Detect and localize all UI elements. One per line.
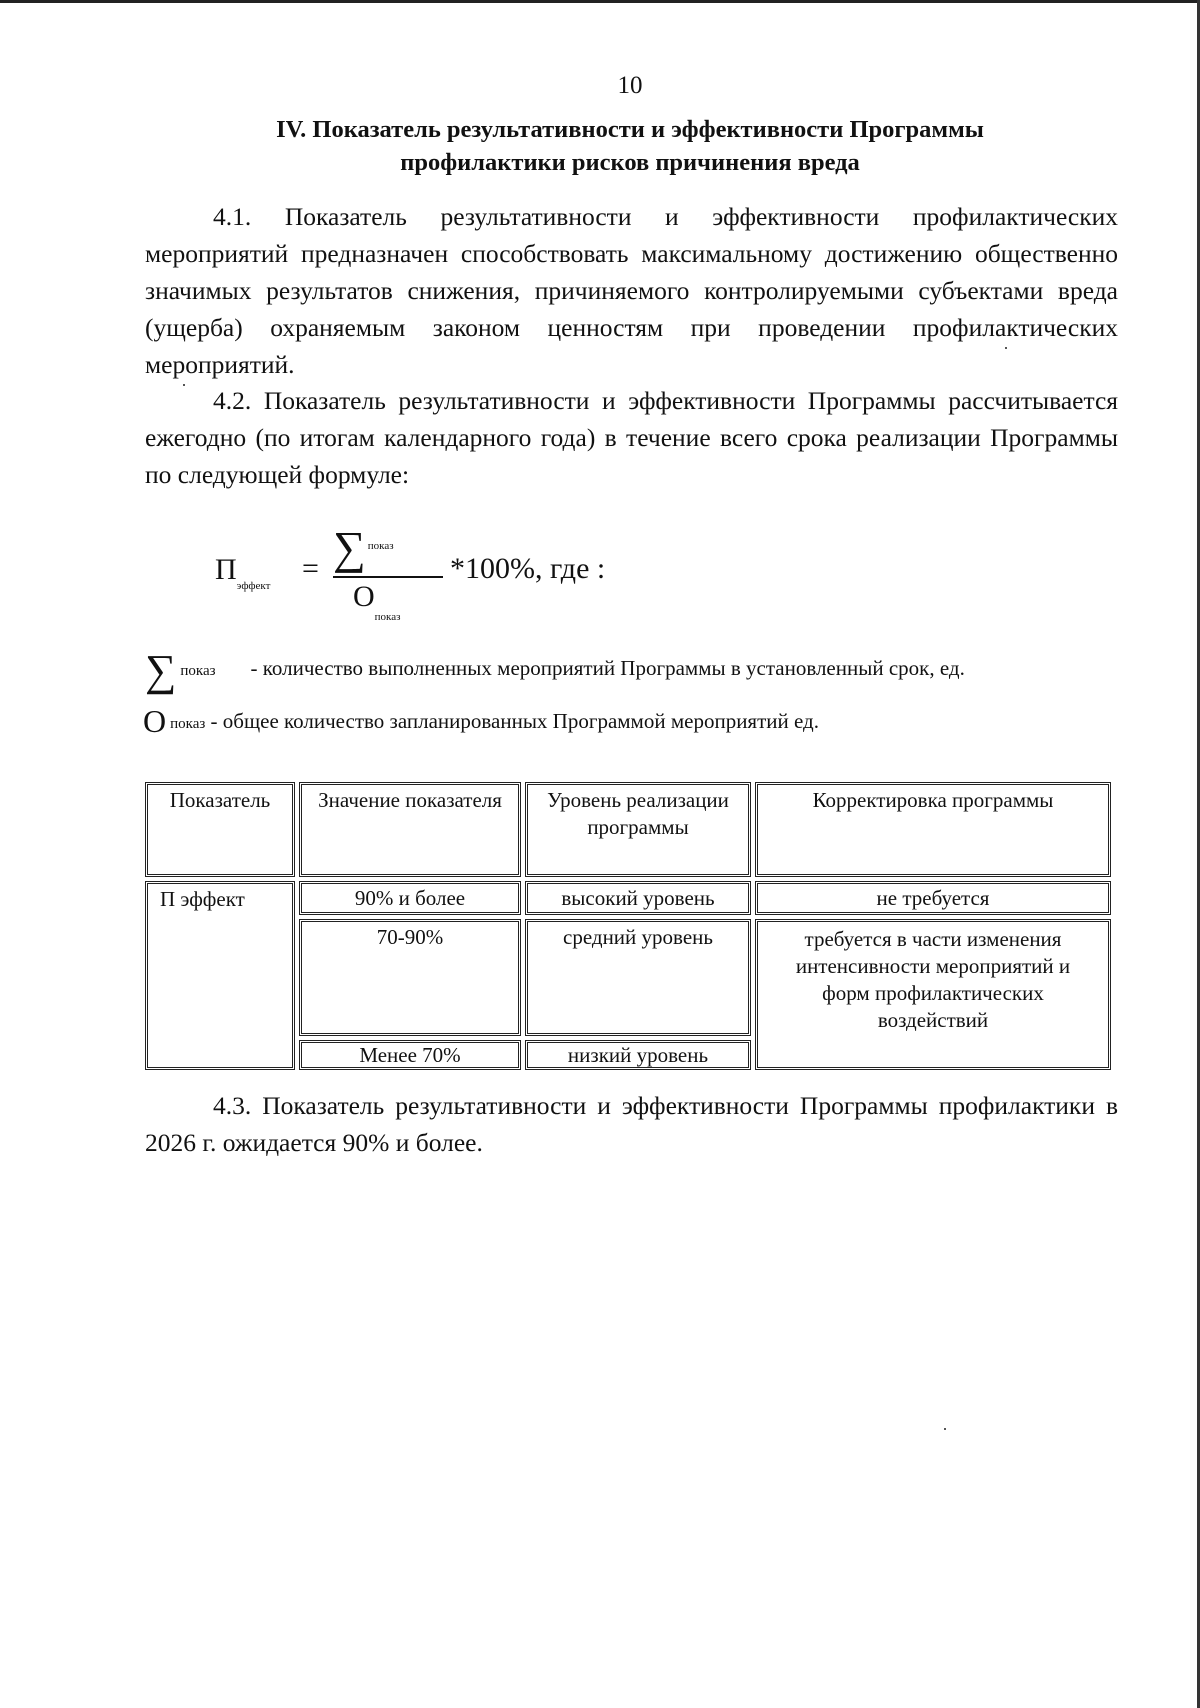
formula-lhs-symbol: П — [215, 553, 237, 586]
formula-numerator — [333, 522, 394, 573]
definition-total — [143, 703, 819, 740]
formula-lhs — [215, 553, 271, 592]
formula-denominator-subscript: показ — [374, 611, 401, 623]
table-header-cell: Показатель — [145, 782, 295, 877]
formula-equals: = — [302, 552, 319, 585]
definition-total-symbol: О — [143, 703, 167, 739]
page-number: 10 — [617, 72, 643, 99]
table-value-cell: Менее 70% — [299, 1040, 521, 1070]
sigma-symbol: ∑ — [145, 646, 177, 695]
table-header-cell: Значение показателя — [299, 782, 521, 877]
table-correction-cell: требуется в части изменения интенсивности мероприятий и форм профилактических воздействий — [755, 919, 1111, 1070]
formula-lhs-subscript: эффект — [236, 580, 271, 592]
table-level-cell: средний уровень — [525, 919, 751, 1036]
indicator-table — [145, 782, 1111, 1070]
definition-total-text: - общее количество запланированных Программой мероприятий ед. — [210, 709, 819, 733]
scan-edge-top — [0, 0, 1200, 3]
formula-denominator-symbol: О — [353, 580, 375, 613]
section-heading-line-1: IV. Показатель результативности и эффективности Программы — [276, 116, 984, 143]
paragraph-4-1: 4.1. Показатель результативности и эффективности профилактических мероприятий предназначен способствовать максимальному достижению общественно значимых результатов снижения, причиняемого контролируемыми субъектами вреда (ущерба) охраняемым законом ценностям при проведении профилактических мероприятий. — [145, 202, 1118, 379]
formula-tail: *100%, где : — [450, 552, 606, 585]
table-value-cell: 70-90% — [299, 919, 521, 1036]
paragraph-4-2: 4.2. Показатель результативности и эффективности Программы рассчитывается ежегодно (по итогам календарного года) в течение всего срока реализации Программы по следующей формуле: — [145, 386, 1118, 489]
scan-speck — [1005, 347, 1007, 349]
table-header-cell: Корректировка программы — [755, 782, 1111, 877]
section-heading-line-2: профилактики рисков причинения вреда — [400, 149, 860, 176]
section-heading — [150, 113, 1110, 179]
definition-sum — [145, 645, 965, 696]
scan-speck — [183, 384, 185, 386]
efficiency-formula — [215, 522, 815, 625]
table-correction-cell: не требуется — [755, 881, 1111, 915]
definition-sum-subscript: показ — [180, 663, 216, 679]
table-header-cell: Уровень реализации программы — [525, 782, 751, 877]
table-indicator-cell: П эффект — [145, 881, 295, 1070]
table-value-cell: 90% и более — [299, 881, 521, 915]
sigma-symbol: ∑ — [333, 522, 366, 573]
definition-sum-text: - количество выполненных мероприятий Программы в установленный срок, ед. — [250, 656, 965, 680]
definition-total-subscript: показ — [170, 716, 206, 732]
scan-speck — [944, 1428, 946, 1430]
formula-numerator-subscript: показ — [367, 540, 394, 552]
paragraph-4-3: 4.3. Показатель результативности и эффективности Программы профилактики в 2026 г. ожидается 90% и более. — [145, 1091, 1118, 1157]
table-level-cell: низкий уровень — [525, 1040, 751, 1070]
formula-denominator — [353, 580, 401, 623]
fraction-bar — [333, 576, 443, 578]
table-level-cell: высокий уровень — [525, 881, 751, 915]
